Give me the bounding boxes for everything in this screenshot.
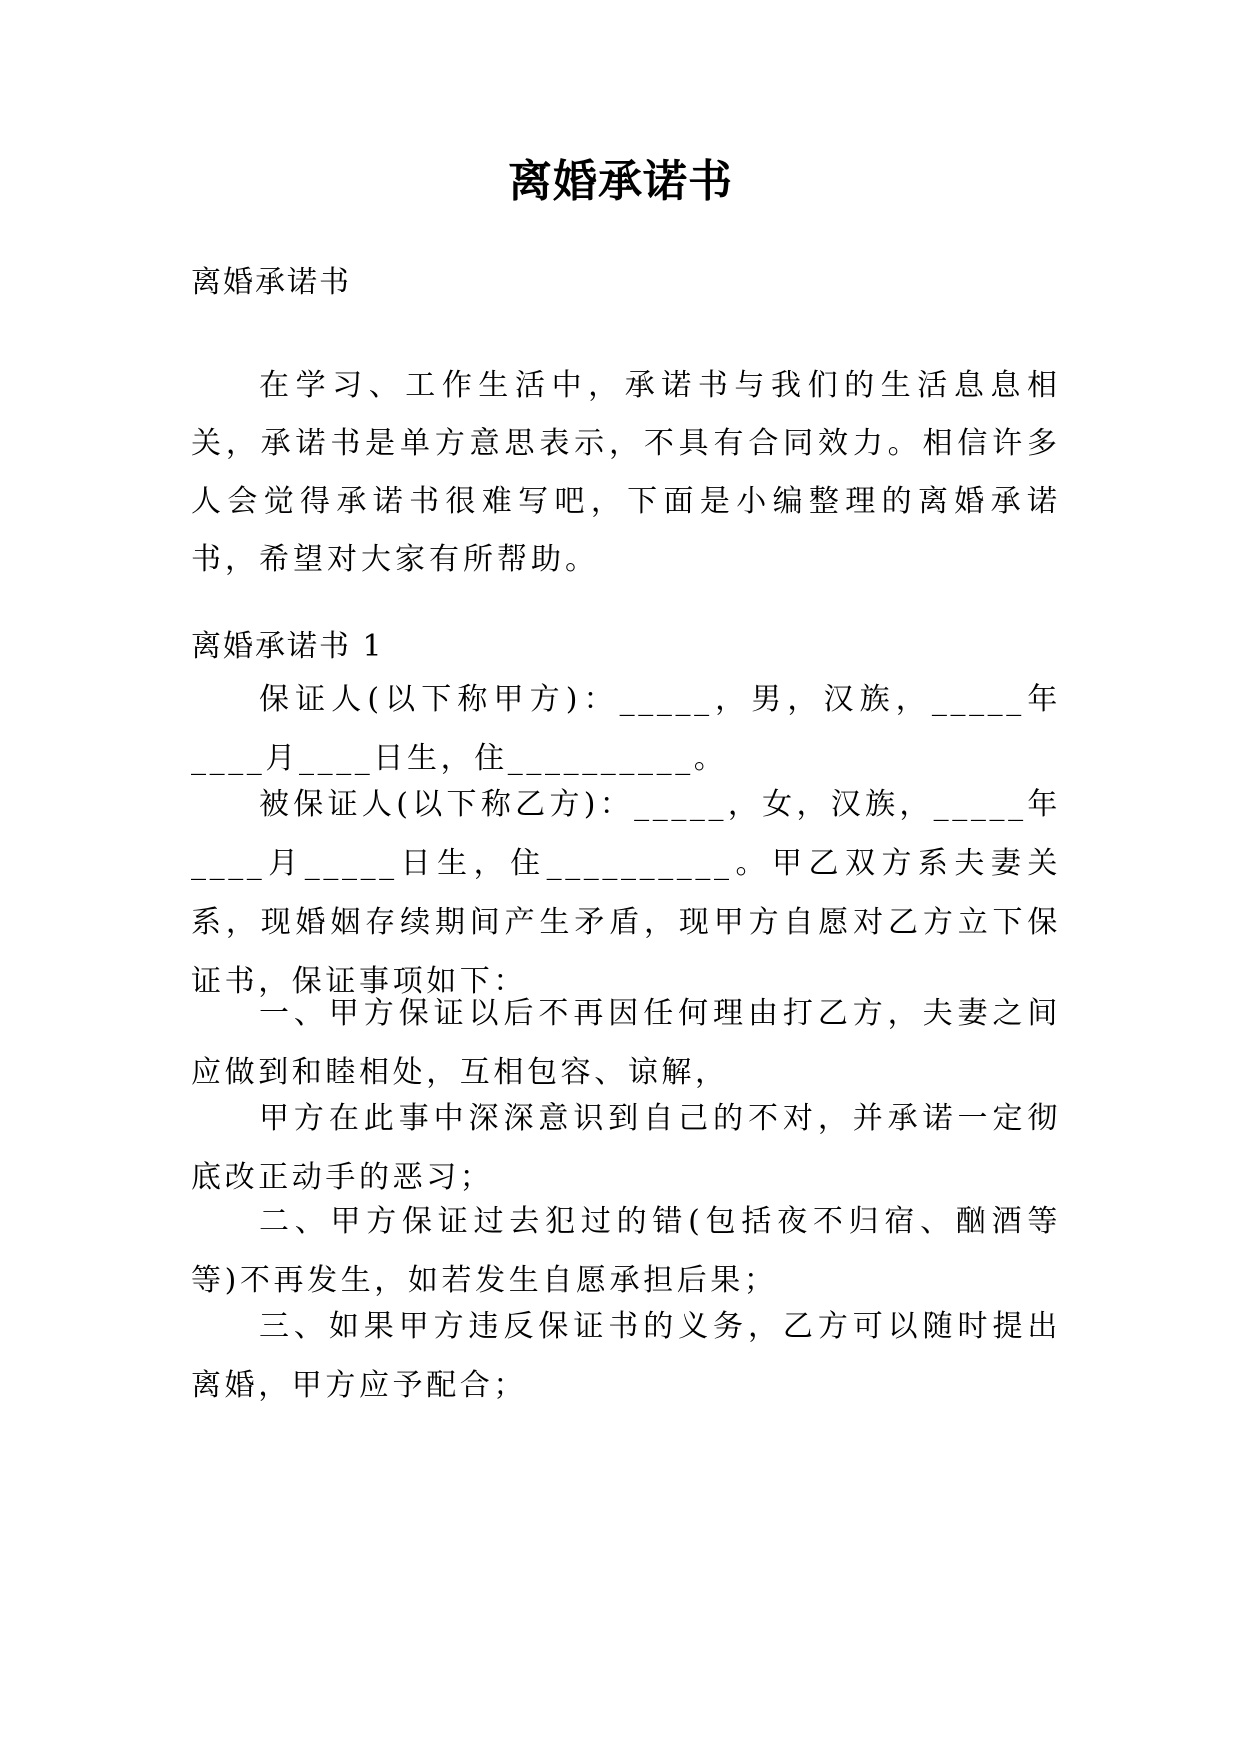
- clause-one-continued-paragraph: 甲方在此事中深深意识到自己的不对，并承诺一定彻底改正动手的恶习；: [191, 1101, 1061, 1195]
- clause-one-paragraph: 一、甲方保证以后不再因任何理由打乙方，夫妻之间应做到和睦相处，互相包容、谅解，: [191, 996, 1061, 1090]
- document-subtitle: 离婚承诺书: [191, 265, 351, 300]
- guarantor-paragraph: 保证人(以下称甲方)：_____，男，汉族，_____年____月____日生，住__________。: [191, 682, 1061, 776]
- section-title: 离婚承诺书 1: [191, 629, 384, 664]
- document-title: 离婚承诺书: [508, 156, 733, 207]
- clause-two-paragraph: 二、甲方保证过去犯过的错(包括夜不归宿、酗酒等等)不再发生，如若发生自愿承担后果；: [191, 1204, 1061, 1298]
- intro-paragraph: 在学习、工作生活中，承诺书与我们的生活息息相关，承诺书是单方意思表示，不具有合同效力。相信许多人会觉得承诺书很难写吧，下面是小编整理的离婚承诺书，希望对大家有所帮助。: [191, 368, 1061, 577]
- guaranteed-party-paragraph: 被保证人(以下称乙方)：_____，女，汉族，_____年____月_____日生，住__________。甲乙双方系夫妻关系，现婚姻存续期间产生矛盾，现甲方自愿对乙方立下保证书，保证事项如下：: [191, 787, 1061, 999]
- clause-three-paragraph: 三、如果甲方违反保证书的义务，乙方可以随时提出离婚，甲方应予配合；: [191, 1309, 1061, 1403]
